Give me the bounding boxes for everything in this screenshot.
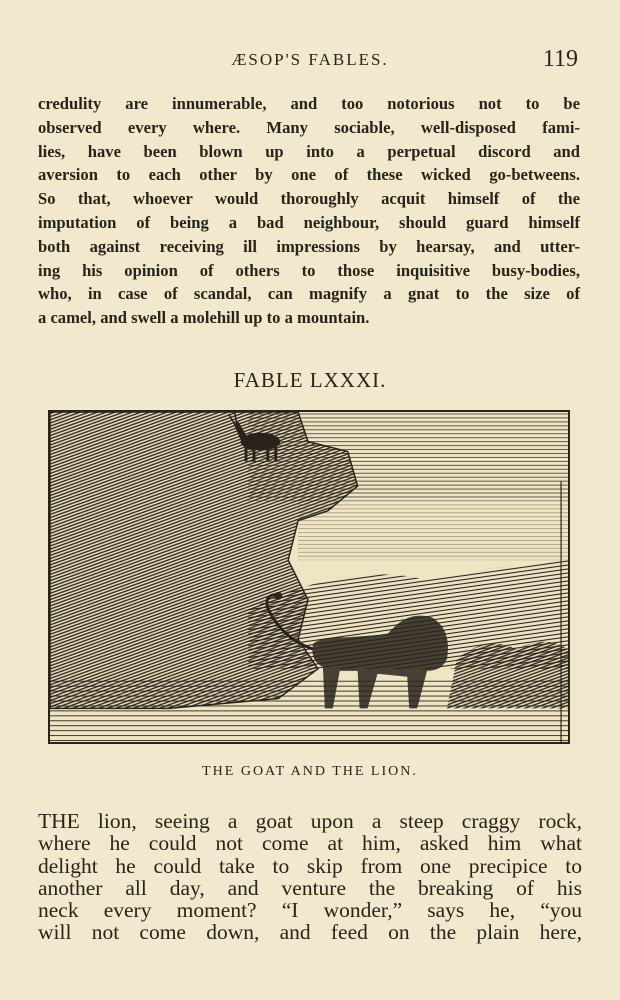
text-line: imputation of being a bad neighbour, should guard himself xyxy=(38,212,580,232)
text-line: THE lion, seeing a goat upon a steep craggy rock, xyxy=(38,809,582,833)
text-line: a camel, and swell a molehill up to a mountain. xyxy=(38,308,370,328)
text-line: observed every where. Many sociable, well-disposed fami- xyxy=(38,117,580,137)
text-line: ing his opinion of others to those inquisitive busy-bodies, xyxy=(38,260,580,280)
text-line: who, in case of scandal, can magnify a gnat to the size of xyxy=(38,284,580,304)
running-header-title: ÆSOP'S FABLES. xyxy=(231,50,389,69)
text-line: neck every moment? “I wonder,” says he, “you xyxy=(38,898,582,923)
woodcut-image xyxy=(50,412,568,742)
text-line: where he could not come at him, asked him what xyxy=(38,831,582,856)
text-line: another all day, and venture the breaking of his xyxy=(38,875,582,900)
illustration-caption: THE GOAT AND THE LION. xyxy=(202,764,418,779)
moral-paragraph xyxy=(38,92,580,330)
text-line: lies, have been blown up into a perpetual discord and xyxy=(38,141,580,161)
text-line: delight he could take to skip from one precipice to xyxy=(38,853,582,878)
text-line: credulity are innumerable, and too notorious not to be xyxy=(38,94,580,113)
text-line: So that, whoever would thoroughly acquit himself of the xyxy=(38,189,580,209)
page-number: 119 xyxy=(542,46,578,72)
text-line: will not come down, and feed on the plain here, xyxy=(38,920,582,945)
woodcut-goat-and-lion-illustration xyxy=(48,410,570,744)
text-line: both against receiving ill impressions by hearsay, and utter- xyxy=(38,236,580,256)
fable-paragraph xyxy=(38,810,582,944)
fable-heading: FABLE LXXXI. xyxy=(233,368,387,392)
text-line: aversion to each other by one of these wicked go-betweens. xyxy=(38,165,580,185)
